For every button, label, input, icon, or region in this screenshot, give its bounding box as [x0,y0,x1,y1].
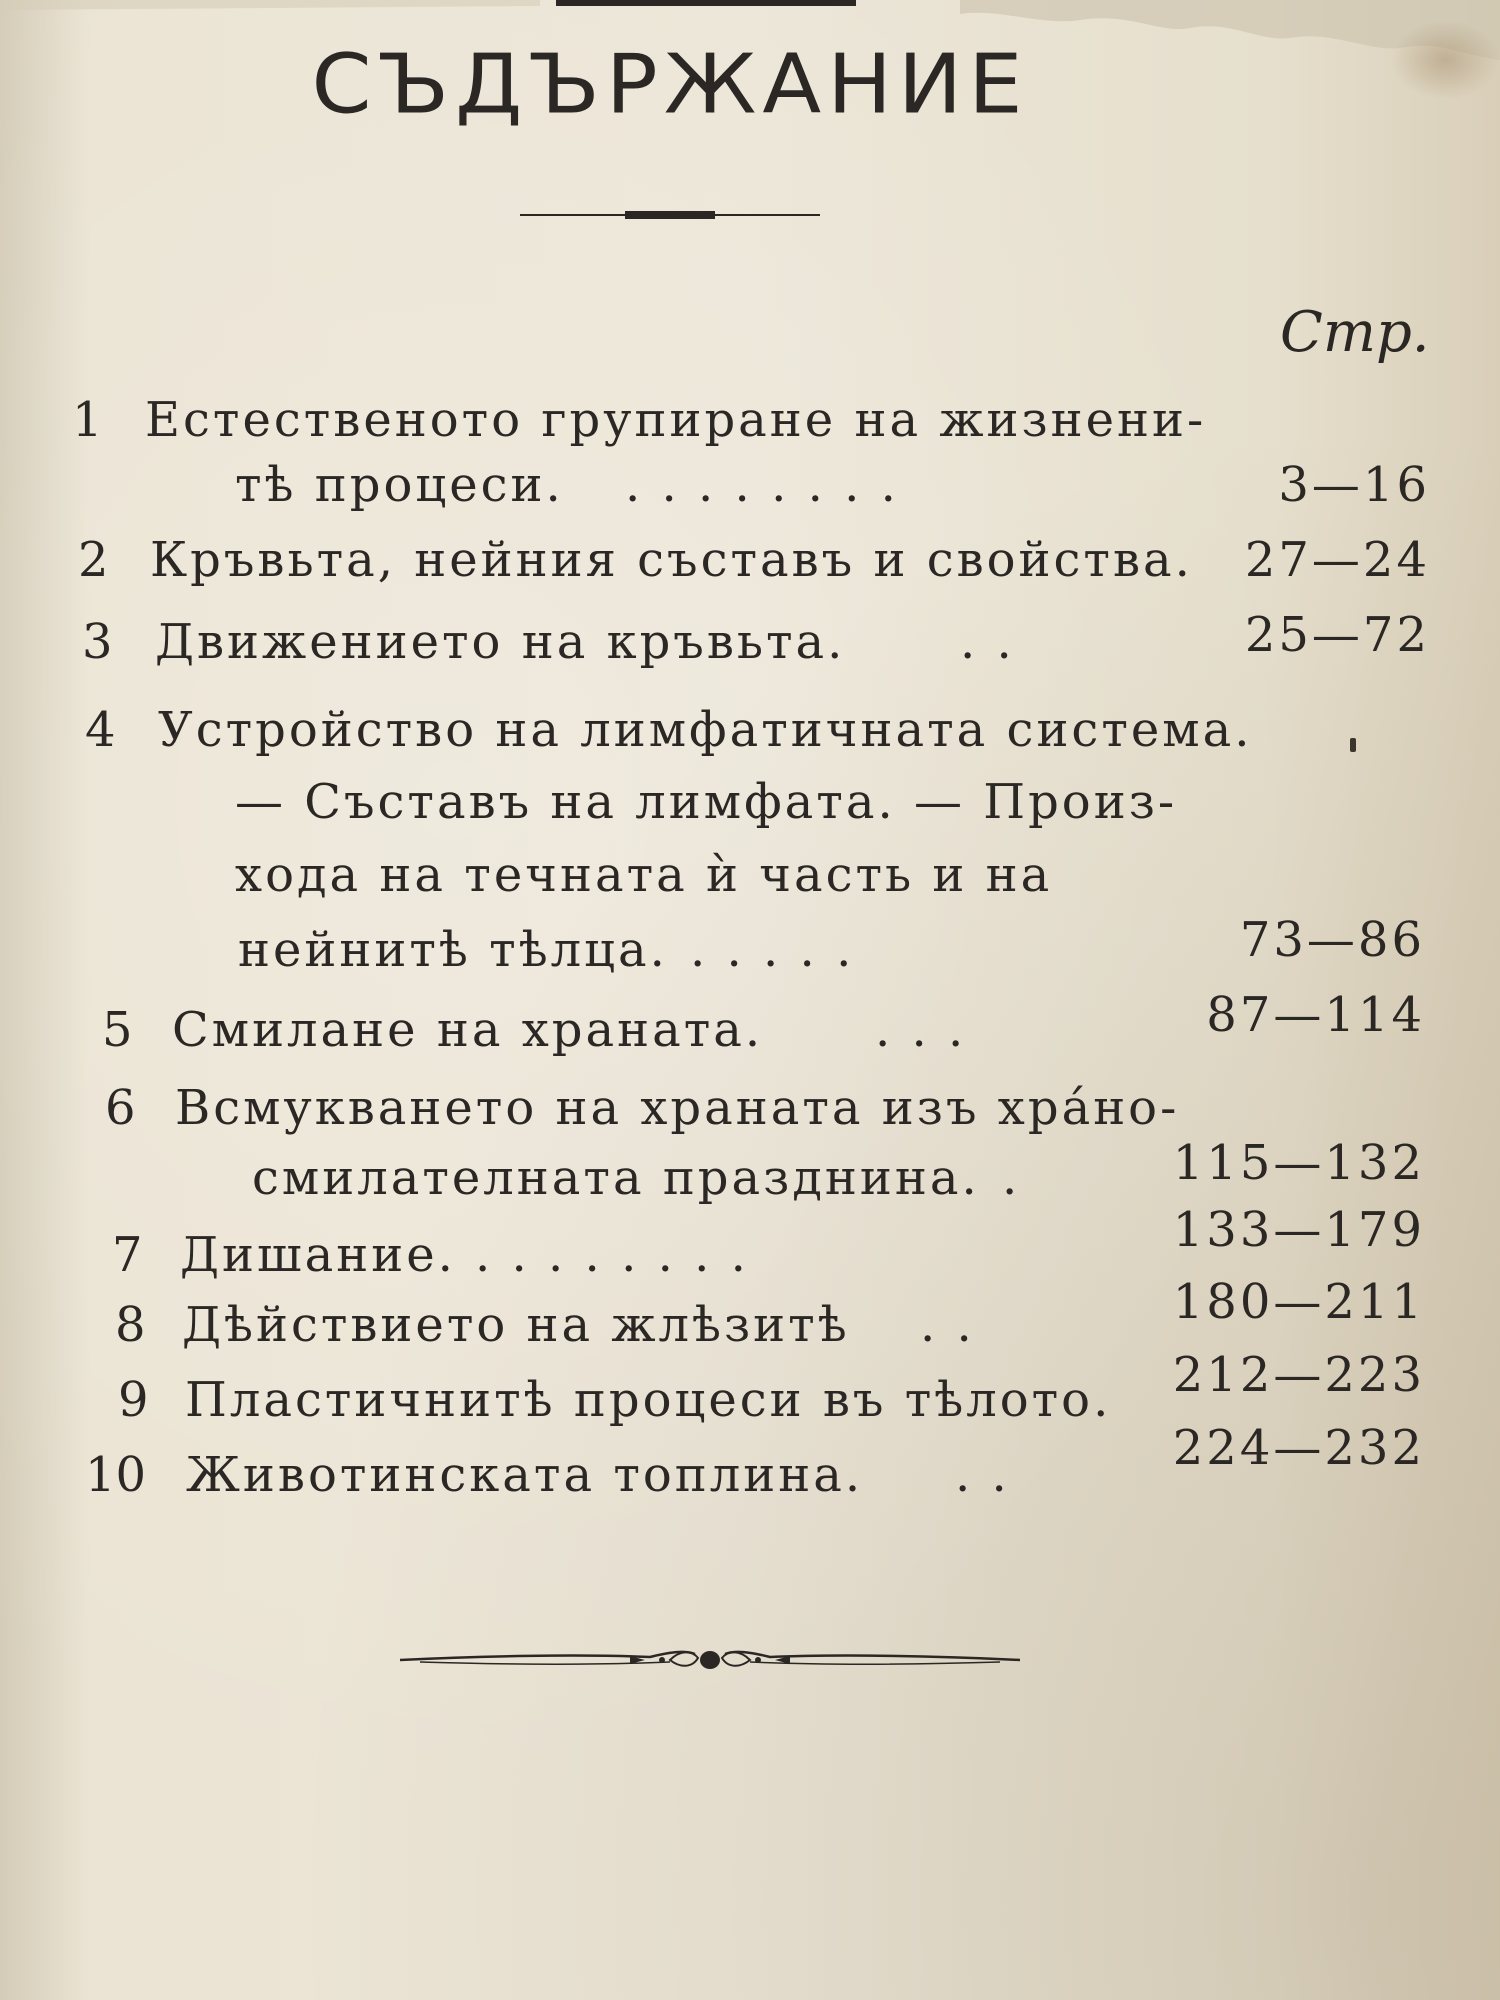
entry-title-line: нейнитѣ тѣлца. [238,922,668,978]
entry-title-line: Дѣйствието на жлѣзитѣ [182,1297,850,1353]
entry-title-line: Дишание. [180,1227,456,1283]
entry-pages: 133—179 [1172,1202,1425,1258]
entry-pages: 115—132 [1172,1135,1425,1191]
entry-number: 10 [85,1447,147,1503]
entry-pages: 87—114 [1206,987,1425,1043]
title-rule-ornament [520,205,820,225]
leader-dots: . [1002,1150,1021,1206]
page-title: СЪДЪРЖАНИЕ [311,37,1029,133]
leader-dots: . . [920,1297,975,1353]
top-rule [556,0,856,6]
entry-number: 6 [105,1080,136,1136]
leader-dots: . . . . . . . . [475,1227,749,1283]
entry-title-line: Кръвьта, нейния съставъ и свойства. [150,532,1193,588]
entry-title-line: Устройство на лимфатичната система. [158,702,1253,758]
entry-title-line: хода на течната ѝ часть и на [235,847,1053,903]
entry-number: 1 [72,392,103,448]
leader-dots: . . [960,614,1015,670]
entry-title-line: Всмукването на храната изъ хрáно- [175,1080,1180,1136]
entry-number: 4 [85,702,116,758]
bottom-ornament [400,1640,1020,1680]
entry-pages: 212—223 [1172,1347,1425,1403]
entry-pages: 180—211 [1172,1274,1425,1330]
entry-title-line: смилателната празднина. [252,1150,980,1206]
entry-number: 8 [115,1297,146,1353]
entry-pages: 3—16 [1278,457,1430,513]
leader-dots: . . . [875,1002,967,1058]
entry-pages: 27—24 [1244,532,1430,588]
entry-title-line: Естественото групиране на жизнени- [145,392,1207,448]
entry-pages: 224—232 [1172,1420,1425,1476]
entry-title-line: Пластичнитѣ процеси въ тѣлото. [185,1372,1112,1428]
entry-number: 3 [82,614,113,670]
leader-dots: . . . . . [690,922,855,978]
pages-column-label: Стр. [1280,300,1430,365]
entry-pages: 25—72 [1244,607,1430,663]
entry-title-line: Движението на кръвьта. [155,614,846,670]
entry-title-line: Смилане на храната. [172,1002,764,1058]
paper-stain [1390,20,1500,100]
entry-number: 9 [118,1372,149,1428]
ink-speck [1350,738,1356,752]
entry-number: 2 [78,532,109,588]
entry-title-line: — Съставъ на лимфата. — Произ- [235,774,1178,830]
entry-number: 7 [112,1227,143,1283]
entry-title-line: Животинската топлина. [186,1447,864,1503]
leader-dots: . . [955,1447,1010,1503]
leader-dots: . . . . . . . . [625,457,899,513]
entry-pages: 73—86 [1239,912,1425,968]
entry-title-line: тѣ процеси. [235,457,564,513]
entry-number: 5 [102,1002,133,1058]
